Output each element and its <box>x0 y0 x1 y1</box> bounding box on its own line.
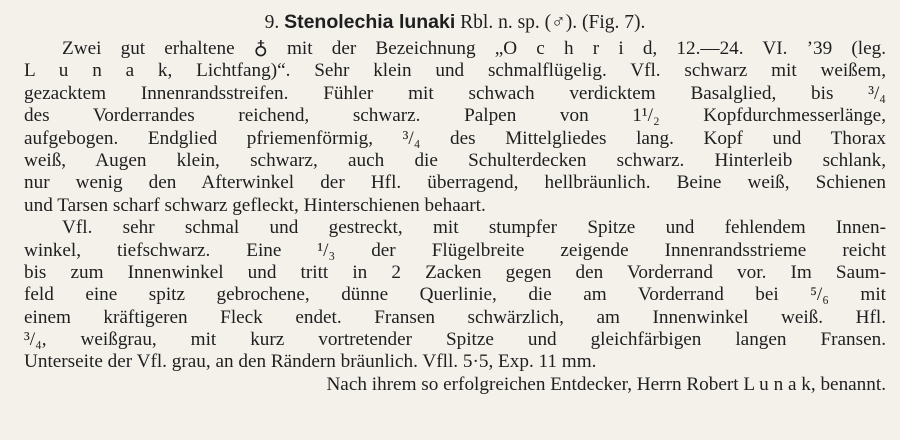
text-line: Vfl. sehr schmal und gestreckt, mit stumpfer Spitze und fehlendem Innen- <box>62 217 886 239</box>
species-authority: Rbl. n. sp. (♂). (Fig. 7). <box>460 12 646 33</box>
text-line: gezacktem Innenrandsstreifen. Fühler mit schwach verdicktem Basalglied, bis ³/₄ <box>24 82 886 104</box>
text-line: winkel, tiefschwarz. Eine ¹/₃ der Flügelbreite zeigende Innenrandsstrieme reicht <box>24 239 886 261</box>
text-line: Zwei gut erhaltene ♁ mit der Bezeichnung „O c h r i d, 12.—24. VI. ’39 (leg. <box>62 38 886 59</box>
description-paragraph-2 <box>24 217 886 374</box>
text-line: aufgebogen. Endglied pfriemenförmig, ³/₄ des Mittelgliedes lang. Kopf und Thorax <box>24 127 886 149</box>
species-number: 9. <box>264 12 280 33</box>
text-line: des Vorderrandes reichend, schwarz. Palpen von 1¹/₂ Kopfdurchmesserlänge, <box>24 105 886 127</box>
text-line: einem kräftigeren Fleck endet. Fransen schwärzlich, am Innenwinkel weiß. Hfl. <box>24 306 886 328</box>
text-line: nur wenig den Afterwinkel der Hfl. überragend, hellbräunlich. Beine weiß, Schienen <box>24 172 886 194</box>
text-line: bis zum Innenwinkel und tritt in 2 Zacken gegen den Vorderrand vor. Im Saum- <box>24 261 886 283</box>
text-line: ³/₄, weißgrau, mit kurz vortretender Spitze und gleichfärbigen langen Fransen. <box>24 329 886 351</box>
species-heading <box>24 10 886 35</box>
text-line: feld eine spitz gebrochene, dünne Querlinie, die am Vorderrand bei ⁵/₆ mit <box>24 284 886 306</box>
text-line: Nach ihrem so erfolgreichen Entdecker, Herrn Robert L u n a k, benannt. <box>326 373 886 395</box>
species-name: Stenolechia lunaki <box>284 11 456 33</box>
dedication-paragraph <box>24 374 886 396</box>
text-line: und Tarsen scharf schwarz gefleckt, Hinterschienen behaart. <box>24 194 486 216</box>
text-line: Unterseite der Vfl. grau, an den Rändern bräunlich. Vfll. 5·5, Exp. 11 mm. <box>24 351 597 373</box>
text-line: weiß, Augen klein, schwarz, auch die Schulterdecken schwarz. Hinterleib schlank, <box>24 149 886 171</box>
text-line: L u n a k, Lichtfang)“. Sehr klein und schmalflügelig. Vfl. schwarz mit weißem, <box>24 60 886 82</box>
description-paragraph-1 <box>24 38 886 217</box>
